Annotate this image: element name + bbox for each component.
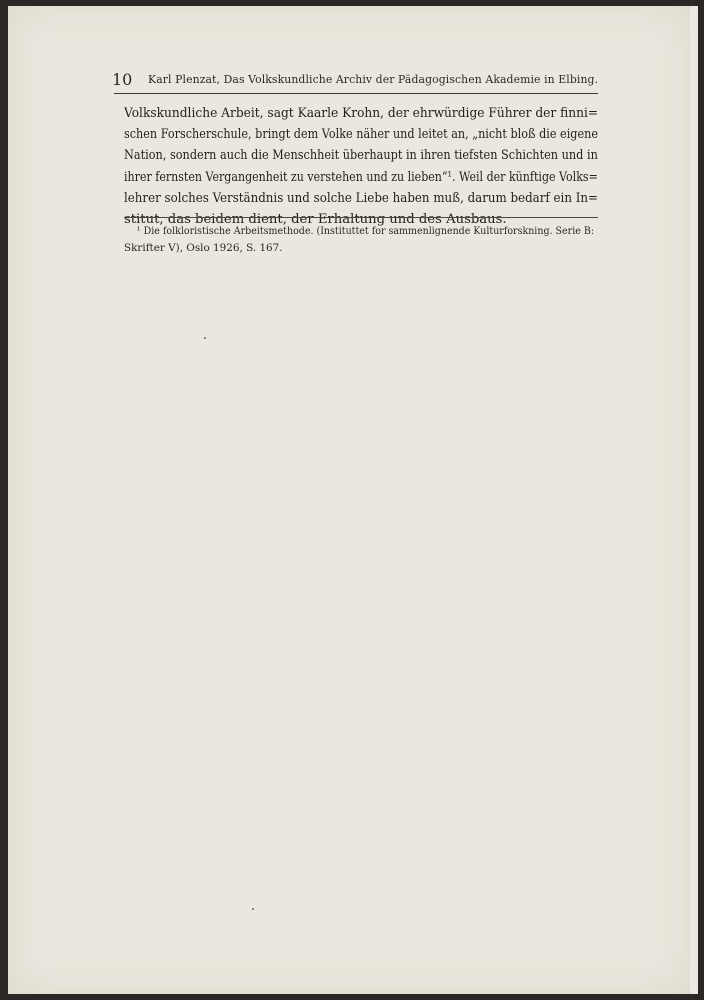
body-line: ihrer fernsten Vergangenheit zu verstehen und zu lieben“¹. Weil der künftige Volks= xyxy=(124,169,598,185)
body-line: Nation, sondern auch die Menschheit überhaupt in ihren tiefsten Schichten und in xyxy=(124,148,598,164)
footnote-line: Skrifter V), Oslo 1926, S. 167. xyxy=(124,242,283,254)
running-head: Karl Plenzat, Das Volkskundliche Archiv der Pädagogischen Akademie in Elbing. xyxy=(148,72,599,86)
body-line: stitut, das beidem dient, der Erhaltung und des Ausbaus. xyxy=(124,211,507,227)
body-line: lehrer solches Verständnis und solche Liebe haben muß, darum bedarf ein In= xyxy=(124,190,598,206)
footnote xyxy=(124,223,598,257)
body-line: schen Forscherschule, bringt dem Volke näher und leitet an, „nicht bloß die eigene xyxy=(124,127,598,143)
footnote-rule xyxy=(124,217,598,218)
header-rule xyxy=(114,93,598,94)
body-paragraph xyxy=(124,103,598,230)
page-edge xyxy=(690,6,698,994)
paper-speck xyxy=(204,337,206,339)
footnote-line: ¹ Die folkloristische Arbeitsmethode. (Instituttet for sammenlignende Kulturforskning. Serie B: xyxy=(136,225,595,237)
page-number: 10 xyxy=(112,70,133,89)
page-header xyxy=(112,70,598,92)
paper-speck xyxy=(252,908,254,910)
body-line: Volkskundliche Arbeit, sagt Kaarle Krohn, der ehrwürdige Führer der finni= xyxy=(124,106,599,121)
